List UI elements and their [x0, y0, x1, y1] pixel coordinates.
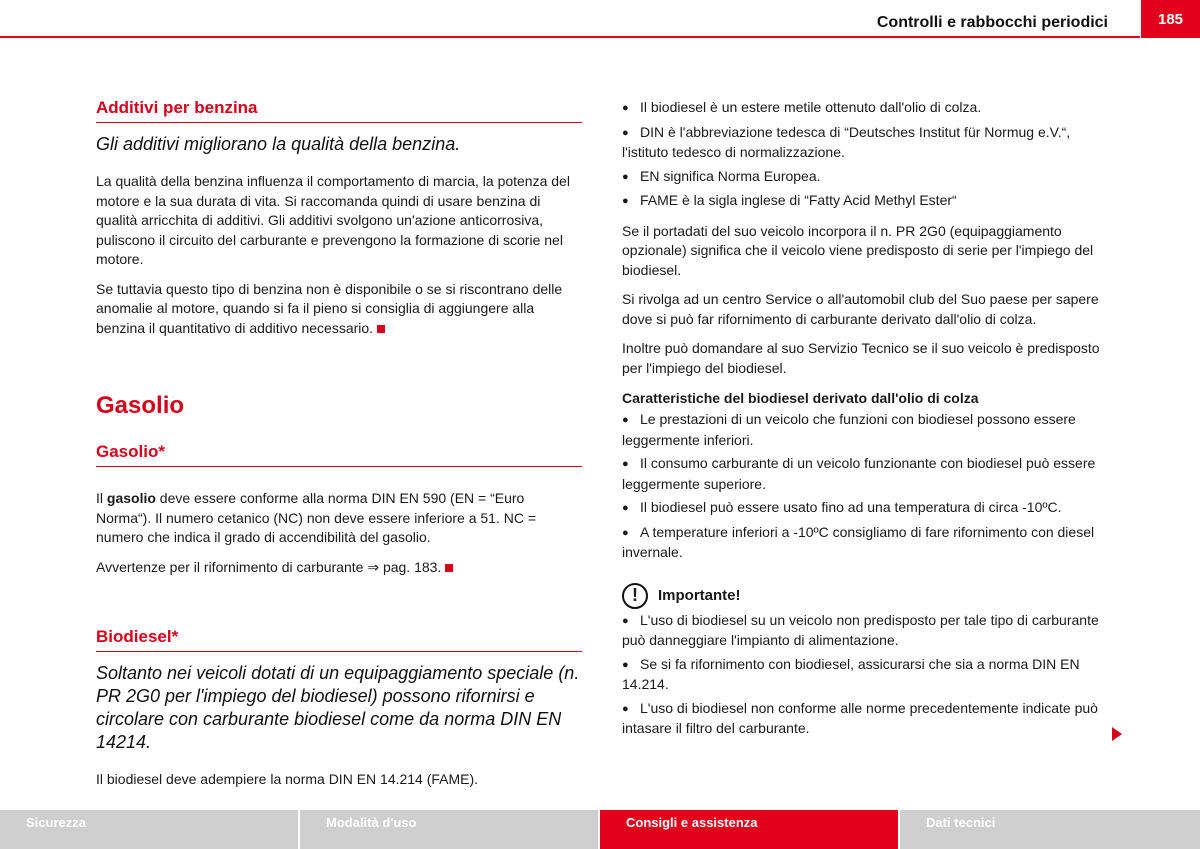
chapter-title: Controlli e rabbocchi periodici — [876, 14, 1108, 31]
bullet-dot-icon: ● — [622, 102, 629, 114]
bullet-dot-icon: ● — [622, 414, 629, 426]
list-item: ● Il biodiesel è un estere metile ottenuto dall'olio di colza. — [622, 98, 1110, 119]
cross-reference-link[interactable]: Avvertenze per il rifornimento di carburante ⇒ pag. 183. — [96, 558, 442, 575]
section-heading-gasolio: Gasolio* — [96, 442, 582, 467]
paragraph-additivi-2: Se tuttavia questo tipo di benzina non è disponibile o se si riscontrano delle anomalie al motore, quando si fa il pieno si consiglia di aggiungere alla benzina il quantitativo di additivo necessario. — [96, 280, 563, 336]
bullet-dot-icon: ● — [622, 658, 629, 671]
end-square-icon — [445, 564, 453, 572]
list-item: ● Le prestazioni di un veicolo che funzioni con biodiesel possono essere leggermente inferiori. — [622, 411, 1076, 448]
lead-additivi: Gli additivi migliorano la qualità della benzina. — [96, 134, 461, 154]
bullet-dot-icon: ● — [622, 458, 629, 470]
list-item: ● A temperature inferiori a -10ºC consigliamo di fare rifornimento con diesel invernale. — [622, 523, 1095, 560]
bullet-dot-icon: ● — [622, 170, 629, 183]
paragraph-service: Si rivolga ad un centro Service o all'automobil club del Suo paese per sapere dove si può far rifornimento di carburante derivato dall'olio di colza. — [622, 291, 1099, 327]
bullet-dot-icon: ● — [622, 614, 629, 627]
list-item: ● L'uso di biodiesel su un veicolo non predisposto per tale tipo di carburante può danneggiare l'impianto di alimentazione. — [622, 611, 1099, 648]
list-item: ● Il consumo carburante di un veicolo funzionante con biodiesel può essere leggermente superiore. — [622, 455, 1096, 492]
paragraph-biodiesel-1: Il biodiesel deve adempiere la norma DIN EN 14.214 (FAME). — [96, 771, 479, 787]
next-page-arrow-icon[interactable] — [1112, 727, 1122, 741]
paragraph-servizio-tecnico: Inoltre può domandare al suo Servizio Tecnico se il suo veicolo è predisposto per l'impiego del biodiesel. — [622, 340, 1100, 376]
header-rule — [0, 36, 1140, 38]
exclamation-circle-icon: ! — [622, 583, 648, 609]
warning-heading: ! Importante! — [622, 583, 1110, 609]
bullet-dot-icon: ● — [622, 126, 629, 139]
bullet-dot-icon: ● — [622, 195, 629, 207]
section-heading-additivi: Additivi per benzina — [96, 98, 582, 123]
list-item: ● FAME è la sigla inglese di “Fatty Acid Methyl Ester“ — [622, 191, 1110, 212]
section-heading-biodiesel: Biodiesel* — [96, 627, 582, 652]
bullet-dot-icon: ● — [622, 702, 629, 715]
list-item: ● L'uso di biodiesel non conforme alle norme precedentemente indicate può intasare il filtro del carburante. — [622, 699, 1098, 736]
tab-sicurezza[interactable]: Sicurezza — [0, 810, 298, 849]
subheading-caratteristiche: Caratteristiche del biodiesel derivato dall'olio di colza — [622, 390, 979, 406]
tab-dati-tecnici[interactable]: Dati tecnici — [900, 810, 1200, 849]
paragraph-gasolio-2 — [96, 558, 582, 578]
list-item: ● Il biodiesel può essere usato fino ad una temperatura di circa -10ºC. — [622, 498, 1110, 519]
page-number: 185 — [1141, 0, 1200, 38]
lead-biodiesel: Soltanto nei veicoli dotati di un equipaggiamento speciale (n. PR 2G0 per l'impiego del biodiesel) possono rifornirsi e circolare con carburante biodiesel come da norma DIN EN 14214. — [96, 663, 580, 752]
paragraph-additivi-1: La qualità della benzina influenza il comportamento di marcia, la potenza del motore e la sua durata di vita. Si raccomanda quindi di usare benzina di qualità arricchita di additivi. Gli additivi svolgono un'azione anticorrosiva, puliscono il circuito del carburante e prevengono la formazione di scorie nel motore. — [96, 173, 570, 267]
paragraph-gasolio-1: Il gasolio deve essere conforme alla norma DIN EN 590 (EN = “Euro Norma“). Il numero cetanico (NC) non deve essere inferiore a 51. NC = numero che indica il grado di accendibilità del gasolio. — [96, 490, 537, 545]
list-item: ● Se si fa rifornimento con biodiesel, assicurarsi che sia a norma DIN EN 14.214. — [622, 655, 1080, 692]
chapter-heading-gasolio: Gasolio — [96, 392, 185, 419]
tab-modalita-duso[interactable]: Modalità d'uso — [300, 810, 598, 849]
list-item: ● DIN è l'abbreviazione tedesca di “Deutsches Institut für Normug e.V.“, l'istituto tedesco di normalizzazione. — [622, 123, 1071, 160]
paragraph-portadati: Se il portadati del suo veicolo incorpora il n. PR 2G0 (equipaggiamento opzionale) significa che il veicolo viene predisposto di serie per l'impiego del biodiesel. — [622, 222, 1094, 278]
tab-consigli-e-assistenza[interactable]: Consigli e assistenza — [600, 810, 898, 849]
bullet-dot-icon: ● — [622, 526, 629, 539]
left-column — [96, 98, 582, 790]
footer-nav — [0, 810, 1200, 849]
right-column — [622, 98, 1110, 739]
bullet-dot-icon: ● — [622, 502, 629, 514]
list-item: ● EN significa Norma Europea. — [622, 167, 1110, 188]
end-square-icon — [377, 325, 385, 333]
